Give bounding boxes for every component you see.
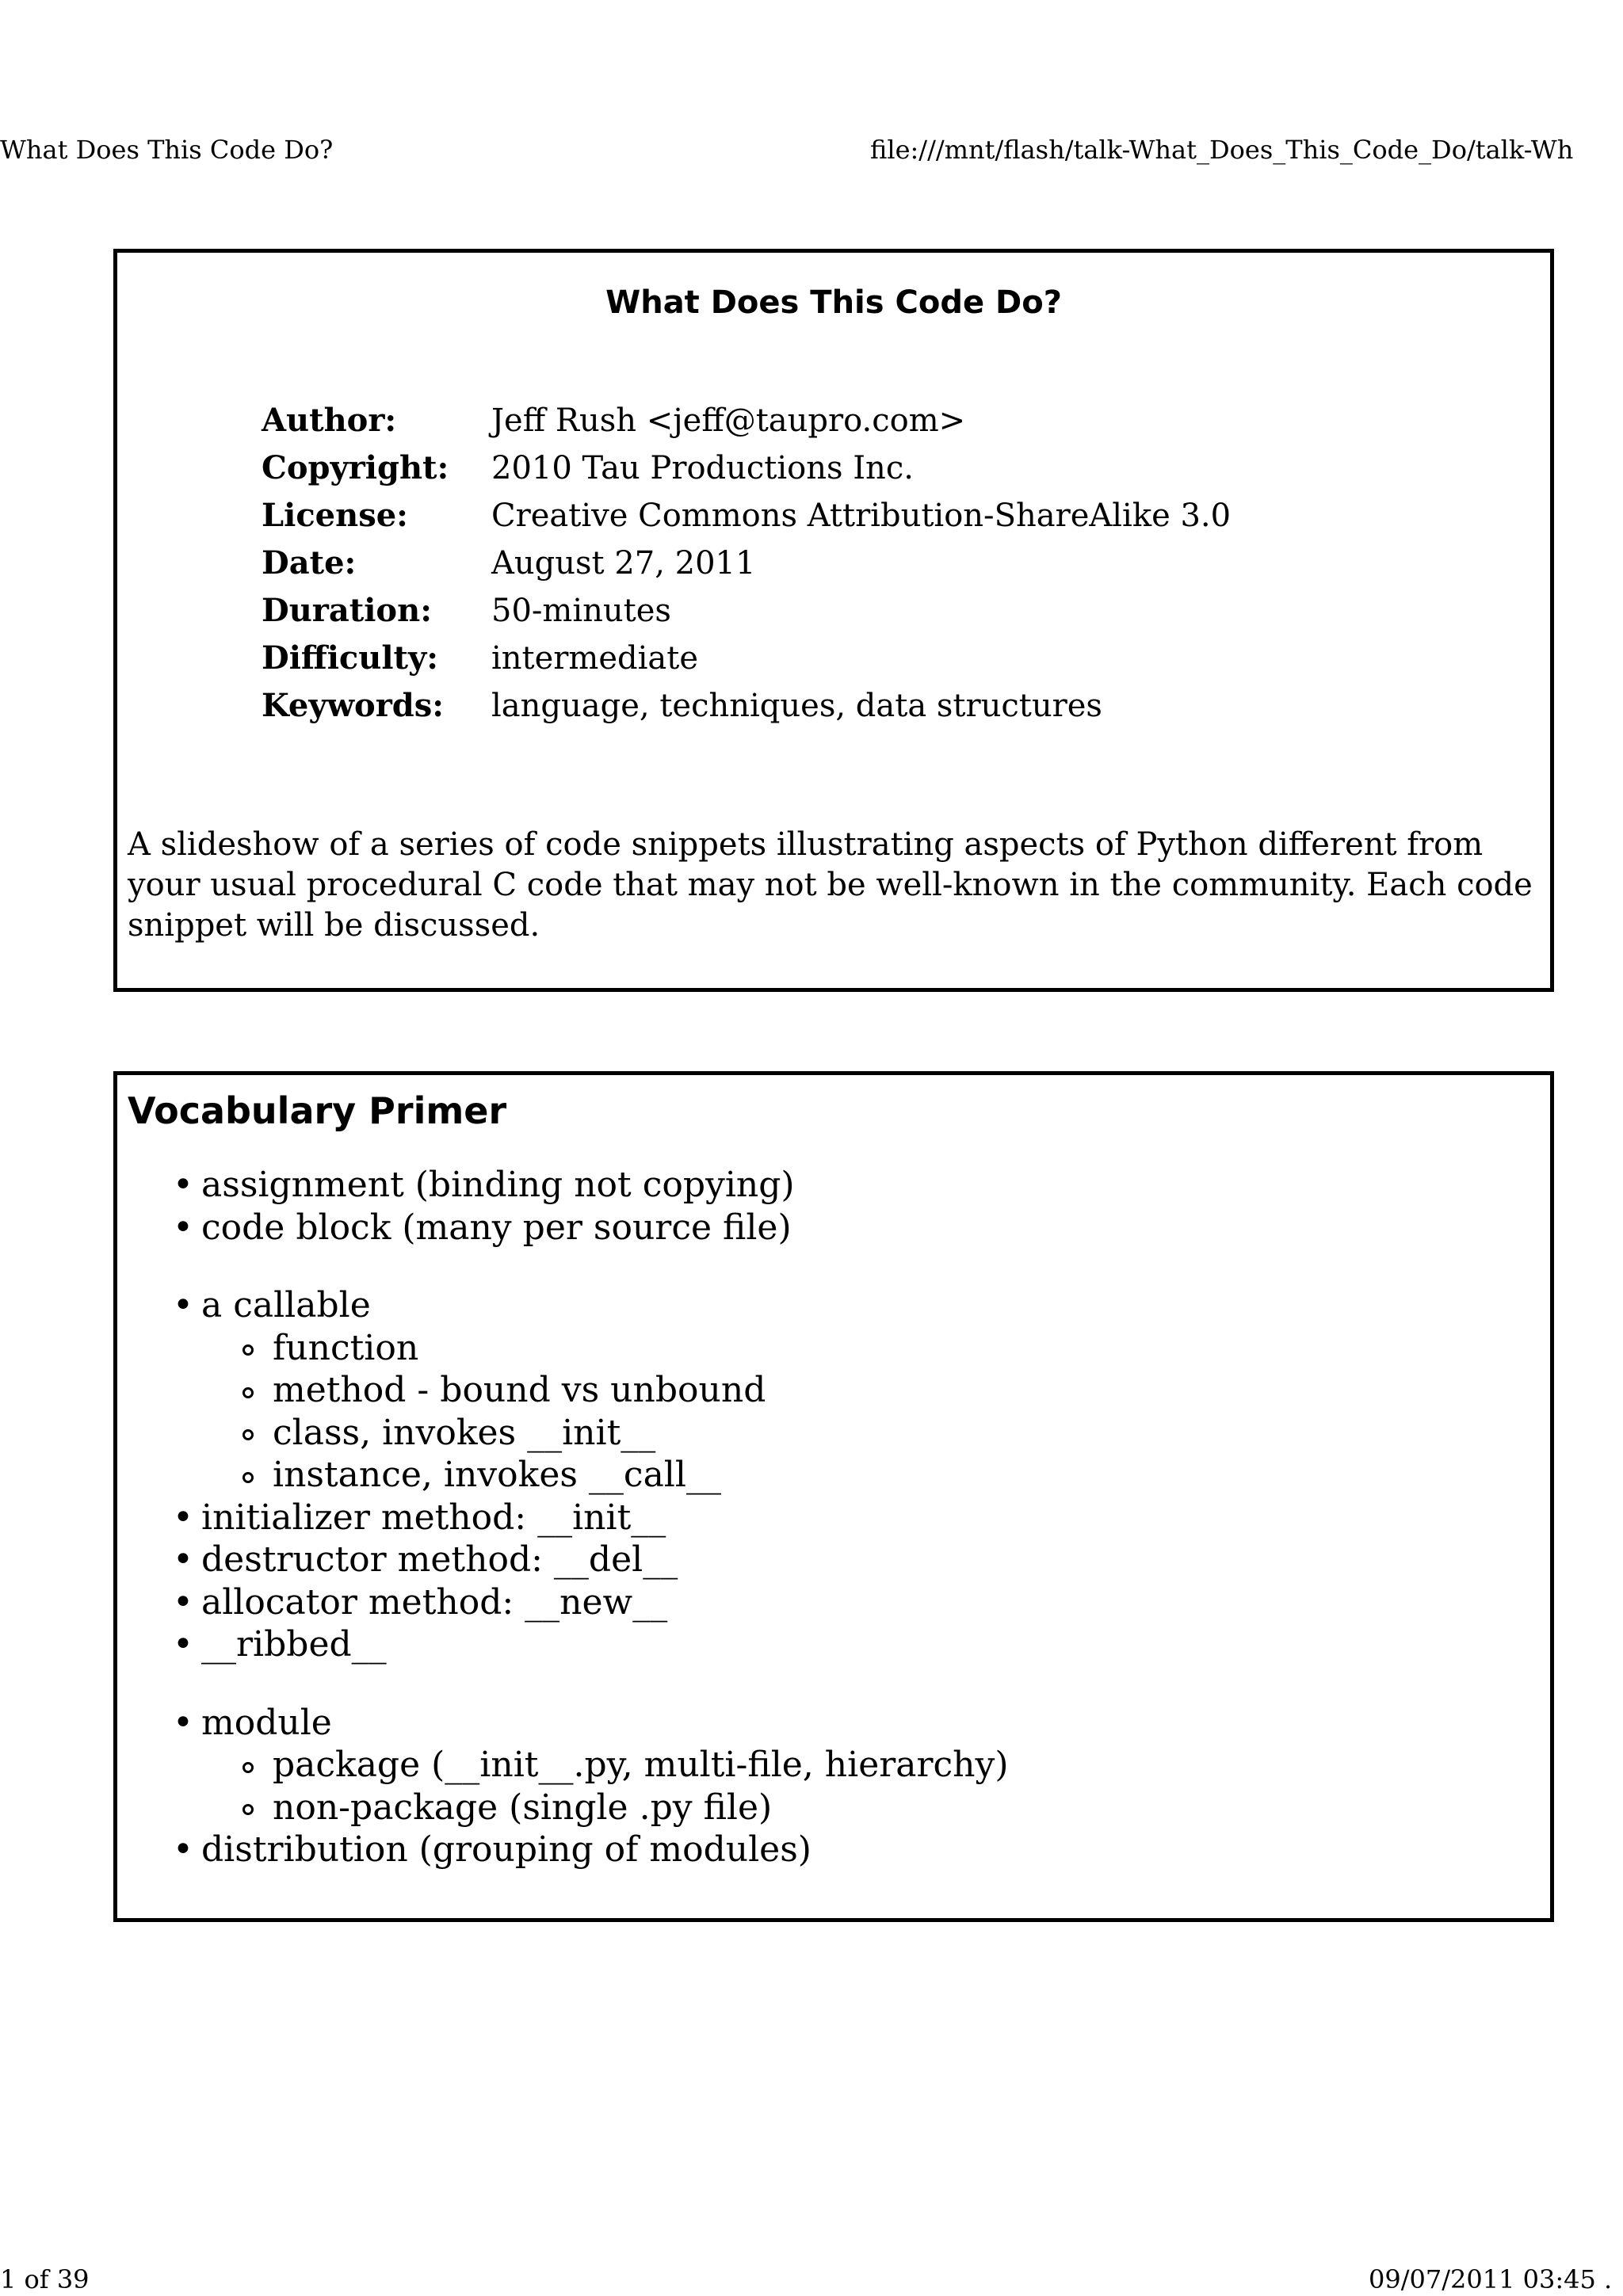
sub-list-item <box>117 1412 1550 1455</box>
sub-list-item <box>117 1454 1550 1497</box>
list-item-text: instance, invokes __call__ <box>273 1455 721 1495</box>
slide-vocabulary-primer <box>113 1071 1554 1922</box>
bullet-icon: • <box>173 1829 193 1870</box>
docinfo-row <box>262 587 1231 635</box>
list-item-text: code block (many per source file) <box>201 1207 792 1248</box>
docinfo-table <box>262 397 1231 730</box>
circle-bullet-icon <box>242 1787 254 1829</box>
field-value: Creative Commons Attribution-ShareAlike 3.0 <box>491 498 1232 534</box>
list-item <box>117 1702 1550 1745</box>
print-timestamp: 09/07/2011 03:45 . <box>1369 2264 1613 2294</box>
circle-bullet-icon <box>242 1369 254 1412</box>
slide-title: What Does This Code Do? <box>605 284 1062 321</box>
field-label: Difficulty: <box>262 639 439 677</box>
list-item-text: non-package (single .py file) <box>273 1787 773 1828</box>
docinfo-row <box>262 397 1231 444</box>
list-item-text: distribution (grouping of modules) <box>201 1829 812 1870</box>
list-item <box>117 1497 1550 1539</box>
print-header-url: file:///mnt/flash/talk-What_Does_This_Code_Do/talk-Wh <box>870 135 1574 165</box>
field-label: Duration: <box>262 592 432 629</box>
field-value: intermediate <box>491 640 699 677</box>
list-item <box>117 1164 1550 1207</box>
bullet-icon: • <box>173 1702 193 1743</box>
print-footer <box>0 2264 1623 2296</box>
list-item-text: __ribbed__ <box>201 1624 387 1665</box>
field-label: Keywords: <box>262 687 445 724</box>
sub-list-item <box>117 1327 1550 1370</box>
list-item <box>117 1207 1550 1249</box>
sub-list-item <box>117 1787 1550 1829</box>
page-counter: 1 of 39 <box>0 2264 90 2294</box>
list-item <box>117 1623 1550 1666</box>
sub-list-item <box>117 1744 1550 1787</box>
bullet-icon: • <box>173 1539 193 1580</box>
list-item-text: initializer method: __init__ <box>201 1497 666 1538</box>
field-value: language, techniques, data structures <box>491 688 1102 724</box>
vocabulary-list <box>117 1164 1550 1871</box>
sub-list-item <box>117 1369 1550 1412</box>
slide-title-page <box>113 249 1554 992</box>
field-label: Author: <box>262 402 397 439</box>
bullet-icon: • <box>173 1207 193 1248</box>
docinfo-row <box>262 492 1231 540</box>
field-label: Date: <box>262 544 357 582</box>
field-label: License: <box>262 497 408 534</box>
list-item-text: assignment (binding not copying) <box>201 1165 795 1205</box>
field-value: August 27, 2011 <box>491 545 756 582</box>
field-label: Copyright: <box>262 449 449 486</box>
list-item-text: class, invokes __init__ <box>273 1412 656 1453</box>
list-item-text: destructor method: __del__ <box>201 1539 678 1580</box>
slide-title: Vocabulary Primer <box>128 1089 507 1132</box>
circle-bullet-icon <box>242 1327 254 1370</box>
circle-bullet-icon <box>242 1454 254 1497</box>
list-item-text: method - bound vs unbound <box>273 1370 766 1410</box>
docinfo-row <box>262 682 1231 730</box>
print-header <box>0 135 1623 170</box>
field-value: 2010 Tau Productions Inc. <box>491 450 914 486</box>
bullet-icon: • <box>173 1581 193 1623</box>
list-item <box>117 1284 1550 1327</box>
bullet-icon: • <box>173 1165 193 1205</box>
docinfo-row <box>262 635 1231 682</box>
docinfo-row <box>262 444 1231 492</box>
list-item-text: package (__init__.py, multi-file, hierarchy) <box>273 1745 1009 1785</box>
list-item <box>117 1581 1550 1624</box>
print-header-title: What Does This Code Do? <box>0 135 334 165</box>
list-item-text: allocator method: __new__ <box>201 1581 668 1623</box>
field-value: 50-minutes <box>491 593 671 629</box>
list-spacer <box>117 1249 1550 1284</box>
bullet-icon: • <box>173 1497 193 1538</box>
field-value: Jeff Rush <jeff@taupro.com> <box>491 402 966 439</box>
list-item <box>117 1539 1550 1581</box>
docinfo-row <box>262 540 1231 587</box>
list-item <box>117 1829 1550 1871</box>
abstract-paragraph: A slideshow of a series of code snippets illustrating aspects of Python different from your usual procedural C code that may not be well-known in the community. Each code snippet will be discussed. <box>128 826 1533 944</box>
bullet-icon: • <box>173 1624 193 1665</box>
list-item-text: a callable <box>201 1285 371 1325</box>
list-item-text: module <box>201 1702 332 1743</box>
circle-bullet-icon <box>242 1412 254 1455</box>
bullet-icon: • <box>173 1285 193 1325</box>
list-item-text: function <box>273 1327 419 1368</box>
circle-bullet-icon <box>242 1744 254 1787</box>
list-spacer <box>117 1666 1550 1702</box>
